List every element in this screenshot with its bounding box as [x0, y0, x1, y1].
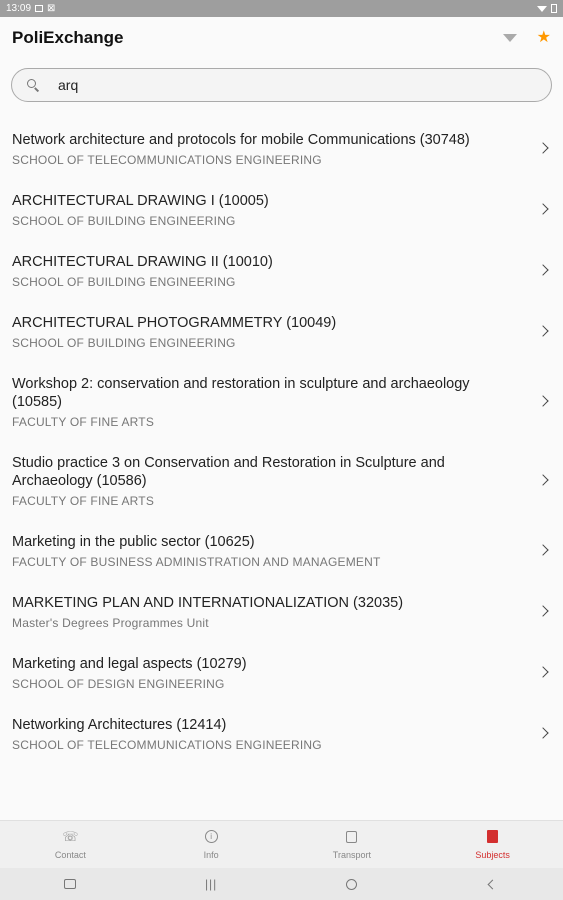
phone-icon: ☏	[62, 829, 79, 844]
recents-icon: |||	[204, 877, 218, 891]
subject-title: Marketing in the public sector (10625)	[12, 534, 255, 550]
home-button[interactable]	[282, 879, 423, 890]
chevron-right-icon	[537, 474, 548, 485]
nav-transport[interactable]	[282, 821, 423, 868]
bottom-nav	[0, 820, 563, 868]
nav-label: Transport	[332, 849, 371, 860]
subject-school: SCHOOL OF DESIGN ENGINEERING	[12, 677, 225, 691]
app-bar	[0, 17, 563, 59]
chevron-right-icon	[537, 203, 548, 214]
nav-label: Subjects	[475, 849, 510, 860]
nav-contact[interactable]	[0, 821, 141, 868]
chevron-right-icon	[537, 264, 548, 275]
chevron-right-icon	[537, 727, 548, 738]
subject-title: Studio practice 3 on Conservation and Restoration in Sculpture and Archaeology (10586)	[12, 455, 445, 489]
nav-subjects[interactable]	[422, 821, 563, 868]
subject-title: Marketing and legal aspects (10279)	[12, 656, 247, 672]
chevron-right-icon	[537, 605, 548, 616]
subject-school: SCHOOL OF TELECOMMUNICATIONS ENGINEERING	[12, 738, 322, 752]
nav-label: Info	[203, 849, 219, 860]
star-icon[interactable]: ★	[536, 29, 551, 46]
subject-title: ARCHITECTURAL DRAWING I (10005)	[12, 193, 269, 209]
subject-school: FACULTY OF FINE ARTS	[12, 415, 155, 429]
chevron-right-icon	[537, 395, 548, 406]
keyboard-button[interactable]	[0, 879, 141, 889]
subject-school: SCHOOL OF BUILDING ENGINEERING	[12, 214, 236, 228]
status-time: 13:09	[6, 3, 32, 14]
keyboard-icon	[64, 879, 76, 889]
chevron-right-icon	[537, 325, 548, 336]
system-nav-bar	[0, 868, 563, 900]
subject-school: SCHOOL OF TELECOMMUNICATIONS ENGINEERING	[12, 153, 322, 167]
chevron-right-icon	[537, 142, 548, 153]
subject-list-item[interactable]	[0, 300, 563, 361]
recents-button[interactable]	[141, 877, 282, 891]
chevron-right-icon	[537, 544, 548, 555]
subject-list-item[interactable]	[0, 440, 563, 519]
subject-title: ARCHITECTURAL PHOTOGRAMMETRY (10049)	[12, 315, 337, 331]
subject-school: Master's Degrees Programmes Unit	[12, 616, 209, 630]
subject-title: ARCHITECTURAL DRAWING II (10010)	[12, 254, 273, 270]
subject-list-item[interactable]	[0, 702, 563, 763]
subject-school: SCHOOL OF BUILDING ENGINEERING	[12, 336, 236, 350]
subject-list-item[interactable]	[0, 641, 563, 702]
info-icon: i	[205, 830, 218, 843]
subject-title: Workshop 2: conservation and restoration in sculpture and archaeology (10585)	[12, 376, 470, 410]
status-extra-icon: ⊠	[47, 3, 56, 14]
subject-school: FACULTY OF BUSINESS ADMINISTRATION AND MANAGEMENT	[12, 555, 381, 569]
search-box[interactable]	[11, 68, 552, 102]
subject-title: Network architecture and protocols for mobile Communications (30748)	[12, 132, 470, 148]
filter-icon[interactable]	[503, 34, 517, 42]
battery-icon	[551, 4, 557, 13]
subject-list-item[interactable]	[0, 361, 563, 440]
book-icon	[487, 830, 498, 843]
subject-list[interactable]	[0, 117, 563, 820]
subject-list-item[interactable]	[0, 519, 563, 580]
chevron-right-icon	[537, 666, 548, 677]
subject-list-item[interactable]	[0, 580, 563, 641]
nav-info[interactable]	[141, 821, 282, 868]
back-icon	[488, 879, 498, 889]
notification-icon	[35, 5, 43, 12]
search-input[interactable]	[58, 77, 518, 93]
subject-school: FACULTY OF FINE ARTS	[12, 494, 155, 508]
subject-list-item[interactable]	[0, 178, 563, 239]
subject-title: Networking Architectures (12414)	[12, 717, 227, 733]
search-icon	[26, 78, 40, 92]
back-button[interactable]	[422, 881, 563, 888]
wifi-icon	[537, 6, 547, 12]
subject-school: SCHOOL OF BUILDING ENGINEERING	[12, 275, 236, 289]
subject-list-item[interactable]	[0, 117, 563, 178]
app-title: PoliExchange	[12, 28, 124, 47]
home-icon	[346, 879, 357, 890]
subject-list-item[interactable]	[0, 239, 563, 300]
subject-title: MARKETING PLAN AND INTERNATIONALIZATION (32035)	[12, 595, 404, 611]
nav-label: Contact	[54, 849, 86, 860]
bus-icon	[346, 831, 357, 843]
status-bar	[0, 0, 563, 17]
